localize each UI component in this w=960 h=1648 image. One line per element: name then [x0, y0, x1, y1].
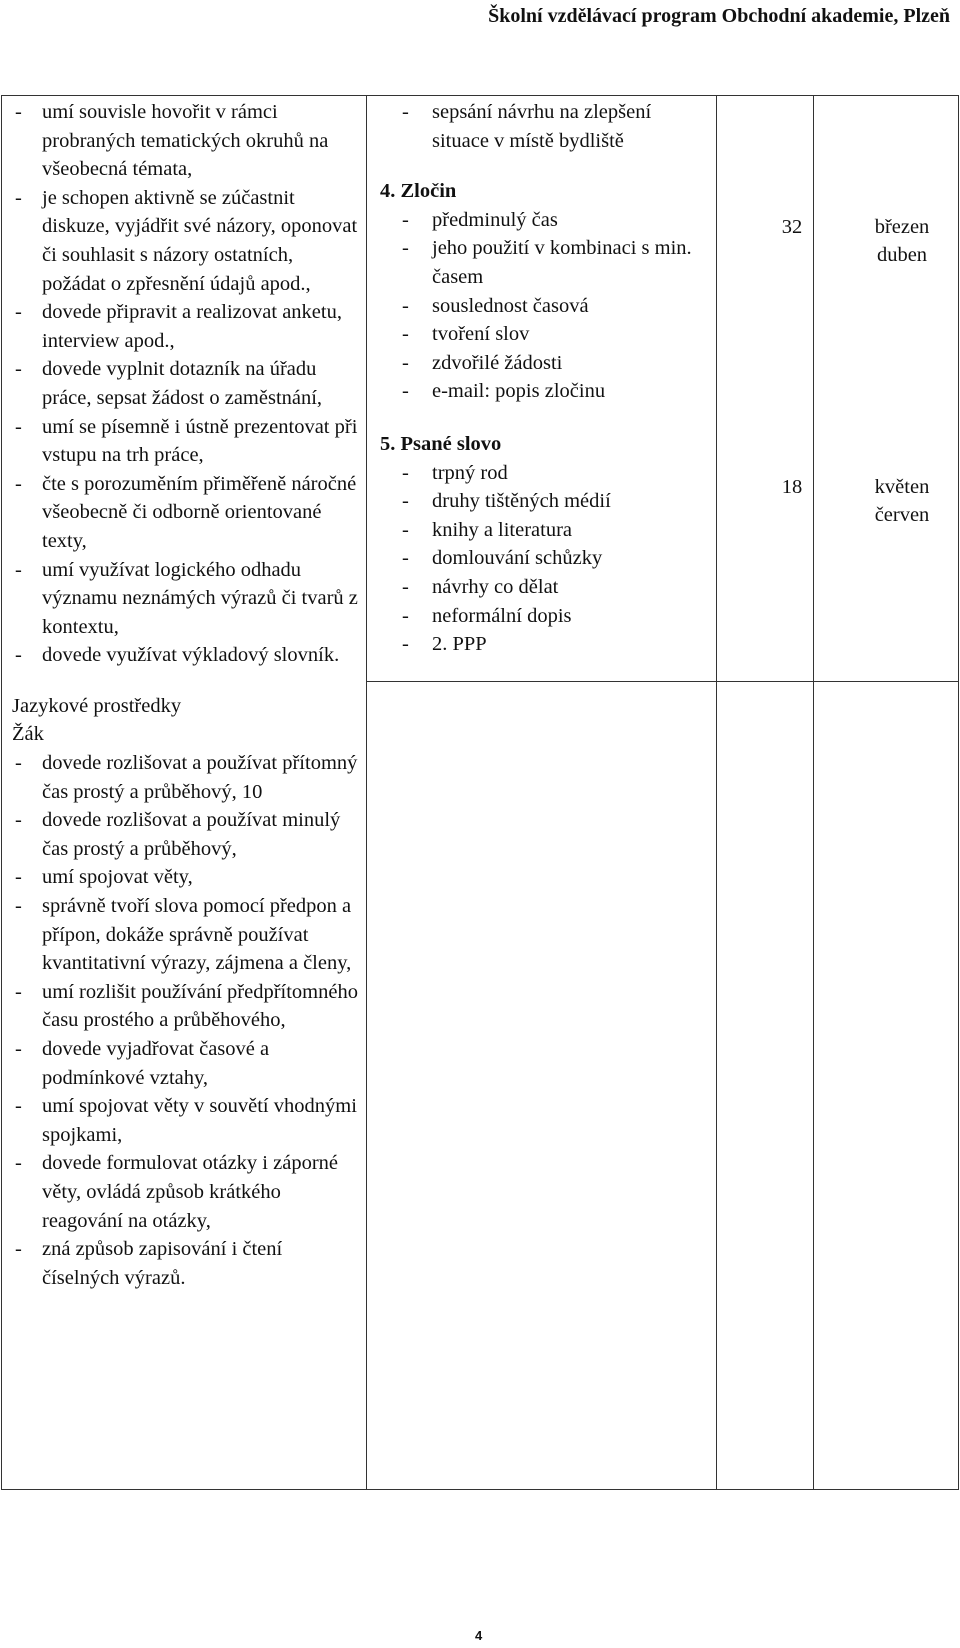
topic-item: - tvoření slov	[402, 323, 530, 346]
outcome-item: - umí využívat logického odhadu významu neznámých výrazů či tvarů z kontextu,	[15, 558, 358, 638]
topic-item: - předminulý čas	[402, 208, 558, 231]
outcomes-column	[14, 98, 359, 1292]
outcome-item: - je schopen aktivně se zúčastnit diskuze, vyjádřit své názory, oponovat či souhlasit s názory ostatních, požádat o zpřesnění údajů apod.,	[15, 186, 358, 295]
topic-item: - 2. PPP	[402, 633, 487, 656]
topic-item: - knihy a literatura	[402, 518, 573, 541]
row-divider	[366, 681, 958, 682]
topic4-months: březen duben	[874, 216, 930, 266]
outcome-item: - zná způsob zapisování i čtení číselných výrazů.	[15, 1238, 283, 1289]
section-subtitle: Žák	[12, 723, 44, 746]
topic5-hours: 18	[781, 476, 803, 498]
topic-item: - jeho použití v kombinaci s min. časem	[402, 237, 692, 288]
topic-item: - zdvořilé žádosti	[402, 351, 563, 374]
document-header: Školní vzdělávací program Obchodní akademie, Plzeň	[488, 5, 950, 27]
column-divider	[716, 96, 717, 1489]
outcome-item: - umí spojovat věty,	[15, 866, 193, 889]
outcome-item: - dovede rozlišovat a používat minulý čas prostý a průběhový,	[15, 809, 341, 860]
outcome-item: - umí se písemně i ústně prezentovat při vstupu na trh práce,	[15, 415, 358, 467]
outcome-item: - umí rozlišit používání předpřítomného času prostého a průběhového,	[15, 980, 358, 1032]
topic-item: - sepsání návrhu na zlepšení situace v místě bydliště	[402, 101, 652, 152]
section-title: Jazykové prostředky	[12, 694, 182, 717]
outcome-item: - dovede rozlišovat a používat přítomný čas prostý a průběhový, 10	[15, 752, 358, 803]
column-divider	[366, 96, 367, 1489]
topic-item: - návrhy co dělat	[402, 575, 559, 598]
outcome-item: - dovede připravit a realizovat anketu, interview apod.,	[15, 301, 342, 352]
outcome-item: - dovede formulovat otázky i záporné věty, ovládá způsob krátkého reagování na otázky,	[15, 1152, 338, 1232]
topic-item: - souslednost časová	[402, 294, 589, 317]
outcome-item: - dovede využívat výkladový slovník.	[15, 644, 340, 667]
topic-item: - domlouvání schůzky	[402, 547, 603, 570]
column-divider	[813, 96, 814, 1489]
topic-heading: 4. Zločin	[380, 180, 457, 203]
outcome-item: - umí spojovat věty v souvětí vhodnými spojkami,	[15, 1095, 357, 1146]
curriculum-table	[1, 95, 959, 1490]
topic-item: - neformální dopis	[402, 604, 572, 627]
topic-item: - druhy tištěných médií	[402, 490, 611, 513]
topic-item: - e-mail: popis zločinu	[402, 380, 606, 403]
topic-item: - trpný rod	[402, 461, 508, 484]
topic4-hours: 32	[781, 216, 803, 238]
outcome-item: - dovede vyjadřovat časové a podmínkové vztahy,	[15, 1038, 270, 1089]
topic5-months: květen červen	[874, 476, 930, 526]
outcome-item: - správně tvoří slova pomocí předpon a přípon, dokáže správně používat kvantitativní výrazy, zájmena a členy,	[15, 895, 352, 975]
outcome-item: - čte s porozuměním přiměřeně náročné všeobecně či odborně orientované texty,	[15, 472, 357, 552]
outcome-item: - umí souvisle hovořit v rámci probraných tematických okruhů na všeobecná témata,	[15, 101, 329, 181]
topic-heading: 5. Psané slovo	[380, 432, 502, 455]
page-number: 4	[475, 1628, 483, 1643]
outcome-item: - dovede vyplnit dotazník na úřadu práce, sepsat žádost o zaměstnání,	[15, 358, 323, 409]
topics-column	[380, 98, 710, 659]
